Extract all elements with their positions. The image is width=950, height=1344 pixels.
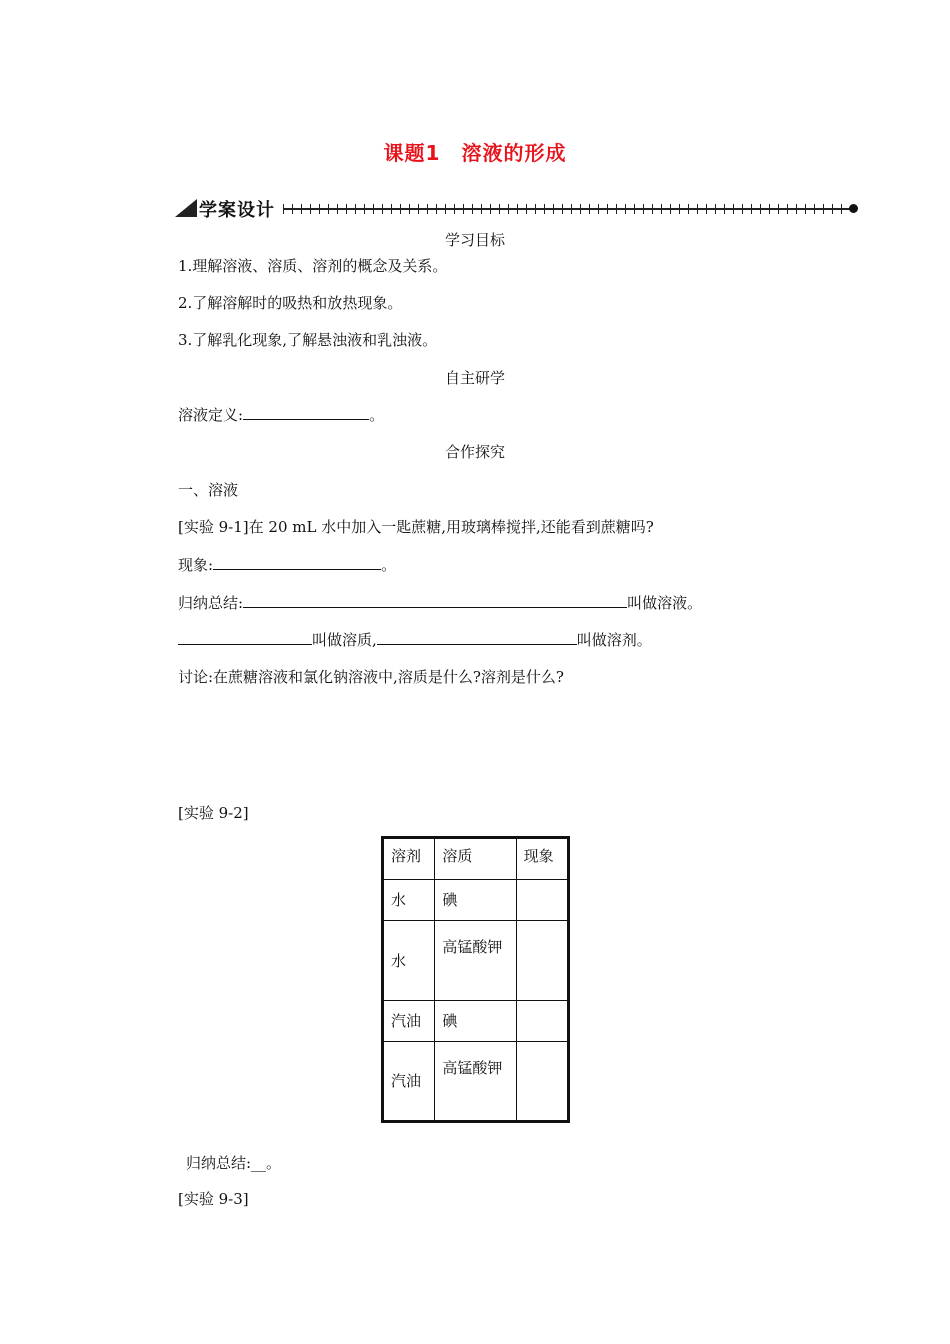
table-row (383, 880, 569, 921)
self-study-heading: 自主研学 (444, 369, 505, 387)
solute-solvent-line: 叫做溶质, 叫做溶剂。 (178, 629, 652, 650)
cell-solute: 高锰酸钾 (435, 1042, 516, 1122)
experiment-9-1: [实验 9-1]在 20 mL 水中加入一匙蔗糖,用玻璃棒搅拌,还能看到蔗糖吗? (178, 518, 654, 536)
cell-phenomenon[interactable] (516, 921, 568, 1001)
cell-phenomenon[interactable] (516, 1042, 568, 1122)
solvent-blank[interactable] (377, 630, 577, 645)
part1-heading: 一、溶液 (178, 481, 239, 499)
cell-phenomenon[interactable] (516, 880, 568, 921)
phenomenon-blank[interactable] (213, 555, 381, 570)
table-row (383, 1042, 569, 1122)
goal-3: 3.了解乳化现象,了解悬浊液和乳浊液。 (178, 331, 438, 349)
cell-solute: 高锰酸钾 (435, 921, 516, 1001)
table-header-row (383, 838, 569, 880)
goal-1: 1.理解溶液、溶质、溶剂的概念及关系。 (178, 257, 448, 275)
cell-solvent: 汽油 (383, 1001, 435, 1042)
summary-blank[interactable] (243, 593, 627, 608)
banner-ticks (283, 204, 848, 214)
coop-heading: 合作探究 (444, 443, 505, 461)
phenomenon-line: 现象: 。 (178, 556, 397, 574)
solution-definition: 溶液定义: 。 (178, 406, 385, 424)
definition-label: 溶液定义: (178, 406, 244, 424)
banner-triangle-icon (175, 199, 197, 217)
solute-blank[interactable] (178, 630, 312, 645)
definition-blank[interactable] (243, 405, 369, 420)
experiment-9-3: [实验 9-3] (178, 1190, 249, 1208)
banner-label: 学案设计 (199, 200, 275, 221)
experiment-table (381, 836, 570, 1123)
header-solvent: 溶剂 (383, 838, 435, 880)
table-row (383, 1001, 569, 1042)
cell-solvent: 水 (383, 921, 435, 1001)
page-title: 课题1 溶液的形成 (383, 141, 567, 165)
cell-solvent: 汽油 (383, 1042, 435, 1122)
discussion: 讨论:在蔗糖溶液和氯化钠溶液中,溶质是什么?溶剂是什么? (178, 668, 564, 686)
cell-solute: 碘 (435, 1001, 516, 1042)
cell-phenomenon[interactable] (516, 1001, 568, 1042)
summary-line: 归纳总结: 叫做溶液。 (178, 594, 703, 612)
cell-solute: 碘 (435, 880, 516, 921)
goals-heading: 学习目标 (444, 231, 505, 249)
section-banner (175, 196, 858, 222)
banner-dot-icon (849, 204, 858, 213)
table-row (383, 921, 569, 1001)
experiment-9-2: [实验 9-2] (178, 804, 249, 822)
header-solute: 溶质 (435, 838, 516, 880)
header-phenomenon: 现象 (516, 838, 568, 880)
goal-2: 2.了解溶解时的吸热和放热现象。 (178, 294, 403, 312)
cell-solvent: 水 (383, 880, 435, 921)
summary-2: 归纳总结:__。 (186, 1154, 282, 1172)
